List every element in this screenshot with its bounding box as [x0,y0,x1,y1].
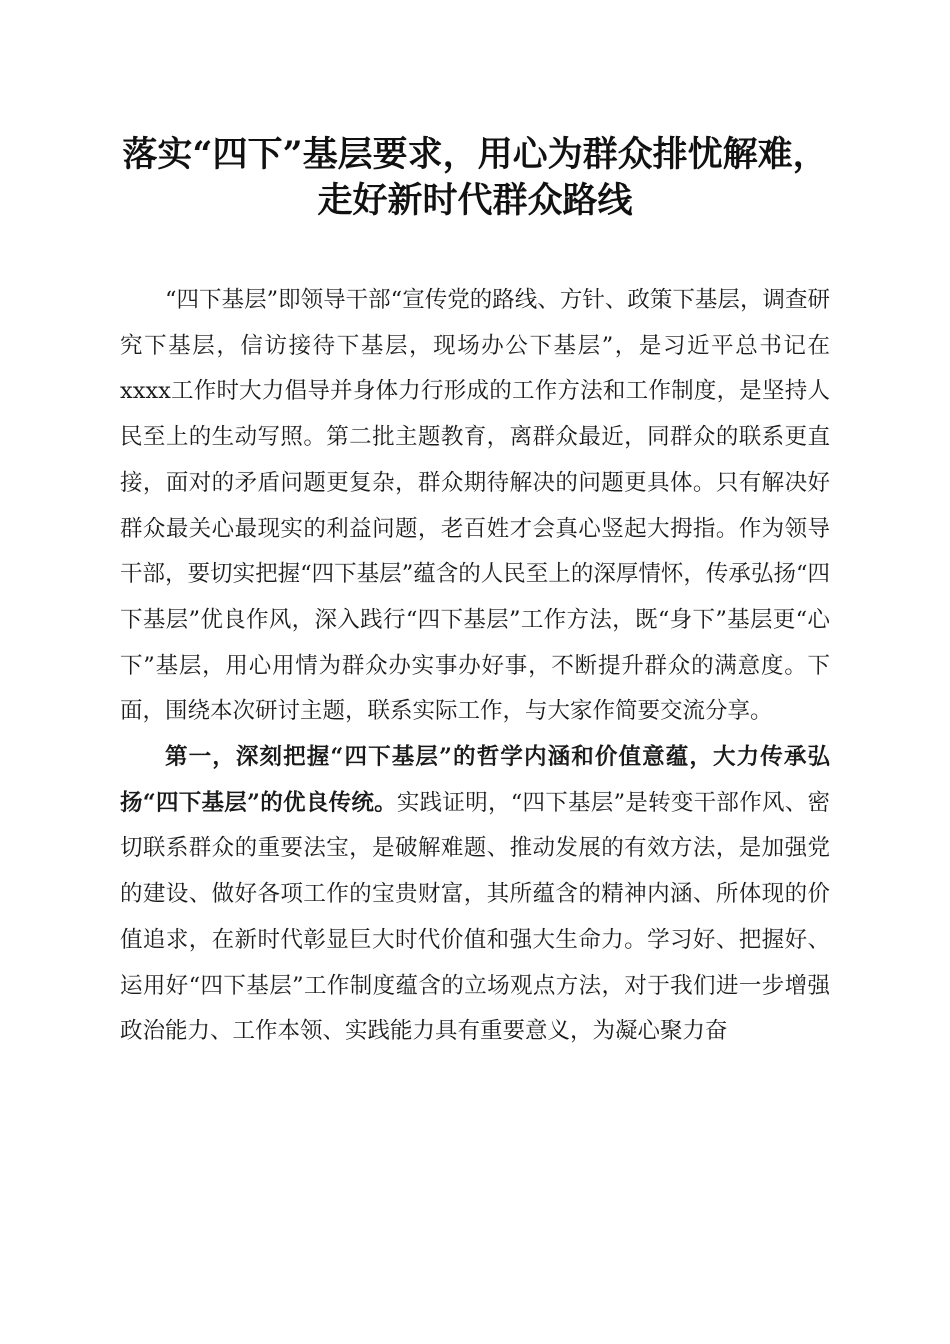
paragraph-2-lead: 第一，深刻把握“四下基层”的哲学内涵和价值意蕴，大力传承弘扬“四下基层”的优良传统。 [120,744,830,816]
paragraph-1 [120,278,830,735]
paragraph-2-text: 实践证明，“四下基层”是转变干部作风、密切联系群众的重要法宝，是破解难题、推动发展的有效方法，是加强党的建设、做好各项工作的宝贵财富，其所蕴含的精神内涵、所体现的价值追求，在新时代彰显巨大时代价值和强大生命力。学习好、把握好、运用好“四下基层”工作制度蕴含的立场观点方法，对于我们进一步增强政治能力、工作本领、实践能力具有重要意义，为凝心聚力奋 [120,789,830,1045]
title-line-1: 落实“四下”基层要求，用心为群众排忧解难， [122,134,828,175]
title-line-2: 走好新时代群众路线 [317,180,633,221]
document-body [120,278,830,1055]
paragraph-1-text: “四下基层”即领导干部“宣传党的路线、方针、政策下基层，调查研究下基层，信访接待下基层，现场办公下基层”，是习近平总书记在xxxx工作时大力倡导并身体力行形成的工作方法和工作制度，是坚持人民至上的生动写照。第二批主题教育，离群众最近，同群众的联系更直接，面对的矛盾问题更复杂，群众期待解决的问题更具体。只有解决好群众最关心最现实的利益问题，老百姓才会真心竖起大拇指。作为领导干部，要切实把握“四下基层”蕴含的人民至上的深厚情怀，传承弘扬“四下基层”优良作风，深入践行“四下基层”工作方法，既“身下”基层更“心下”基层，用心用情为群众办实事办好事，不断提升群众的满意度。下面，围绕本次研讨主题，联系实际工作，与大家作简要交流分享。 [120,287,830,725]
document-title [100,132,850,224]
paragraph-2 [120,735,830,1055]
